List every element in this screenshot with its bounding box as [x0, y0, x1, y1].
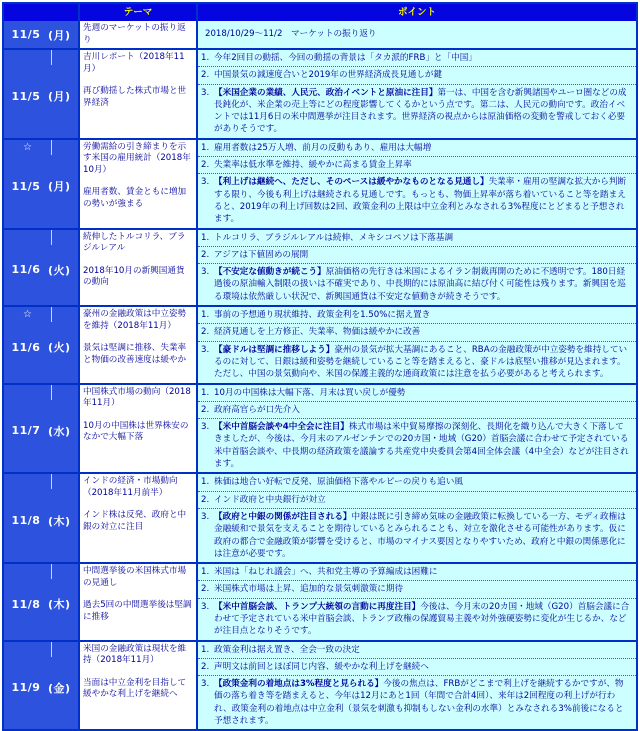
point-number: 1.	[201, 232, 210, 243]
point-text: 雇用者数は25万人増、前月の反動もあり、雇用は大幅増	[214, 142, 432, 153]
weekday-value: (月)	[47, 90, 71, 104]
theme-cell	[78, 564, 196, 639]
weekday-value: (月)	[47, 180, 71, 194]
date-value: 11/8	[11, 597, 41, 611]
date-cell	[4, 50, 78, 138]
point-number: 3.	[201, 87, 210, 98]
star-slot	[4, 642, 52, 657]
theme-text: 2018年10月の新興国通貨の動向	[83, 265, 185, 288]
date-label	[4, 65, 78, 138]
point-text: 第一は、中国を含む新興諸国やユーロ圏などの成長鈍化が、米企業の売上等にどの程度影響してくるかという点です。第二は、人民元の動向です。政治イベントでは11月6日の米中間選挙が注目されます。世界経済の視点からは原油価格の変動を警戒しておく必要がありそうです。	[214, 87, 627, 135]
point-number: 1.	[201, 477, 210, 488]
theme-cell	[78, 230, 196, 305]
point-text: 中銀は既に引き締め気味の金融政策に転換している一方、モディ政権は金融緩和で景気を支えることを期待しているとみられることも、対立を激化させる可能性があります。仮に政府の都合で金融政策が影響を受けると、市場のマイナス要因となりやすいため、政府と中銀の関係悪化には注意が必要です。	[214, 511, 626, 559]
point-number: 2.	[201, 584, 210, 595]
point-text: 豪州の景気が拡大基調にあること、RBAの金融政策が中立姿勢を維持しているのに対して、日銀は緩和姿勢を継続していること等を踏まえると、豪ドルは底堅い推移が見込まれます。ただし、中国の景気動向や、米国の保護主義的な通商政策には注意を払う必要があると考えられます。	[214, 344, 628, 380]
point-item	[198, 140, 636, 156]
date-cell	[4, 564, 78, 639]
point-number: 3.	[201, 177, 210, 188]
point-number: 3.	[201, 422, 210, 433]
weekday-value: (水)	[47, 424, 71, 438]
theme-text: 労働需給の引き締まりを示す米国の雇用統計（2018年10月）	[83, 141, 191, 175]
point-text: インド政府と中央銀行が対立	[214, 494, 326, 505]
date-label	[4, 579, 78, 639]
point-text: 今後の焦点は、FRBがどこまで利上げを継続するかですが、物価の落ち着き等を踏まえると、今年は12月にあと1回（年間で合計4回）、来年は2回程度の利上げが行われ、政策金利の着地点は中立金利（景気を刺激も抑制もしない金利の水準）とみなされる3%前後になると予想されます。	[214, 679, 624, 727]
theme-text: 当面は中立金利を目指して緩やかな利上げを継続へ	[83, 677, 187, 700]
date-cell	[4, 642, 78, 730]
point-number: 2.	[201, 70, 210, 81]
point-number: 2.	[201, 160, 210, 171]
theme-cell	[78, 307, 196, 382]
point-item	[198, 323, 636, 340]
theme-text: インド株は反発、政府と中銀の対立に注目	[83, 510, 187, 532]
point-item	[198, 50, 636, 66]
header-points-cell: ポイント	[196, 4, 636, 21]
date-cell	[4, 474, 78, 562]
theme-cell	[78, 474, 196, 562]
theme-cell	[78, 21, 196, 48]
theme-cell	[78, 50, 196, 138]
point-text: 2018/10/29～11/2 マーケットの振り返り	[205, 29, 377, 40]
table-header-row	[4, 4, 636, 21]
point-number: 1.	[201, 53, 210, 63]
date-cell	[4, 307, 78, 382]
table-row	[4, 228, 636, 305]
date-label	[4, 21, 78, 48]
points-cell	[196, 642, 636, 730]
point-headline: 【政策金利の着地点は3%程度と見られる】	[214, 679, 384, 690]
weekday-value: (火)	[47, 263, 71, 277]
points-cell	[196, 140, 636, 228]
point-text: 失業率・雇用の堅調な拡大から判断する限り、今後も利上げは継続される見通しです。もっとも、物価上昇率が落ち着いていること等を踏まえると、2019年の利上げ回数は2回、政策金利の上限は中立金利とみなされる3%程度にとどまると予想されます。	[214, 177, 627, 225]
point-text: 政策金利は据え置き、全会一致の決定	[214, 644, 360, 655]
point-number: 1.	[201, 310, 210, 321]
theme-text: 続伸したトルコリラ、ブラジルレアル	[83, 231, 186, 254]
date-cell-subdivider	[4, 642, 78, 657]
points-cell	[196, 21, 636, 48]
date-cell-subdivider	[4, 230, 78, 245]
theme-text: 先週のマーケットの振り返り	[83, 23, 186, 45]
point-text: アジアは下値固めの展開	[214, 249, 309, 260]
theme-cell	[78, 385, 196, 473]
table-row	[4, 472, 636, 562]
point-text: 米国株式市場は上昇、追加的な景気刺激策に期待	[214, 584, 404, 595]
header-date-cell	[4, 4, 78, 21]
point-number: 2.	[201, 661, 210, 672]
point-item	[198, 401, 636, 418]
date-value: 11/6	[11, 263, 41, 277]
point-item	[198, 246, 636, 263]
date-cell-subdivider	[4, 385, 78, 400]
point-item	[198, 418, 636, 472]
date-cell	[4, 230, 78, 305]
star-icon: ☆	[4, 307, 52, 322]
theme-text: 豪州の金融政策は中立姿勢を維持（2018年11月）	[83, 309, 187, 331]
point-text: 米国は「ねじれ議会」へ、共和党主導の予算編成は困難に	[214, 567, 438, 578]
point-text: 声明文は前回とほぼ同じ内容、緩やかな利上げを継続へ	[214, 661, 429, 672]
date-value: 11/5	[11, 179, 41, 193]
date-value: 11/7	[11, 424, 41, 438]
weekday-value: (木)	[47, 598, 71, 612]
point-item	[198, 385, 636, 401]
points-cell	[196, 307, 636, 382]
point-text: 政府高官らが口先介入	[214, 404, 300, 415]
date-cell-subdivider	[4, 564, 78, 579]
table-row	[4, 562, 636, 639]
theme-text: 雇用者数、賃金ともに増加の勢いが強まる	[83, 187, 187, 209]
point-text: 事前の予想通り現状維持、政策金利を1.50%に据え置き	[214, 310, 431, 321]
point-text: 原油価格の先行きは米国によるイラン制裁再開のために不透明です。180日経過後の原油輸入制限の扱いは不確実であり、中長期的には原油高に結び付く可能性は残ります。新興国を巡る環境は依然厳しい状況で、新興国通貨は不安定な値動きが続きそうです。	[214, 267, 626, 302]
point-headline: 【利上げは継続へ、ただし、そのペースは緩やかなものとなる見通し】	[214, 177, 489, 188]
date-cell-subdivider	[4, 474, 78, 489]
header-theme-cell: テーマ	[78, 4, 196, 21]
point-number: 3.	[201, 601, 210, 612]
point-number: 2.	[201, 249, 210, 260]
theme-text: 景気は堅調に推移、失業率と物価の改善速度は緩やか	[83, 343, 187, 365]
theme-text: 10月の中国株は世界株安のなかで大幅下落	[83, 420, 189, 443]
point-item	[198, 491, 636, 508]
point-item	[198, 675, 636, 729]
point-item	[198, 508, 636, 562]
table-row	[4, 138, 636, 228]
theme-text: 中国株式市場の動向（2018年11月）	[83, 386, 191, 409]
points-cell	[196, 564, 636, 639]
point-text: 株式市場は米中貿易摩擦の深刻化、長期化を織り込んで大きく下落してきましたが、今後は、今月末のアルゼンチンでの20カ国・地域（G20）首脳会議に合わせて予定されている米中首脳会談や、中長期の経済政策を議論する共産党中央委員会第4回全体会議（4中全会）などが注目されます。	[214, 422, 629, 470]
date-cell-subdivider	[4, 50, 78, 65]
point-item	[198, 263, 636, 305]
theme-cell	[78, 140, 196, 228]
table-row	[4, 21, 636, 48]
date-value: 11/5	[11, 89, 41, 103]
point-number: 1.	[201, 644, 210, 655]
theme-text: 中間選挙後の米国株式市場の見通し	[83, 566, 187, 588]
theme-text: 再び動揺した株式市場と世界経済	[83, 86, 187, 108]
point-headline: 【不安定な値動きが続こう】	[214, 267, 326, 278]
theme-text: 米国の金融政策は現状を維持（2018年11月）	[83, 643, 187, 666]
point-item	[198, 658, 636, 675]
point-number: 1.	[201, 567, 210, 578]
theme-cell	[78, 642, 196, 730]
weekday-value: (月)	[47, 28, 71, 42]
point-item	[198, 580, 636, 597]
point-headline: 【政府と中銀の関係が注目される】	[214, 511, 352, 522]
point-headline: 【米中首脳会談、トランプ大統領の言動に再度注目】	[214, 601, 421, 612]
date-value: 11/8	[11, 514, 41, 528]
star-slot	[4, 564, 52, 579]
point-number: 3.	[201, 679, 210, 690]
star-slot	[4, 50, 52, 65]
point-item	[198, 26, 636, 42]
points-cell	[196, 50, 636, 138]
date-label	[4, 245, 78, 305]
date-cell-subdivider	[4, 307, 78, 322]
point-item	[198, 84, 636, 138]
table-row	[4, 48, 636, 138]
point-item	[198, 307, 636, 323]
point-item	[198, 474, 636, 490]
point-text: 10月の中国株は大幅下落、月末は買い戻しが優勢	[214, 387, 406, 398]
date-cell	[4, 21, 78, 48]
points-cell	[196, 385, 636, 473]
point-item	[198, 564, 636, 580]
point-item	[198, 66, 636, 83]
date-label	[4, 155, 78, 228]
theme-text: インドの経済・市場動向（2018年11月前半）	[83, 476, 178, 498]
point-item	[198, 642, 636, 658]
point-number: 1.	[201, 387, 210, 398]
theme-text: 過去5回の中間選挙後は堅調に推移	[83, 600, 192, 622]
point-text: 今年2回目の動揺、今回の動揺の背景は「タカ派的FRB」と「中国」	[214, 53, 477, 63]
table-row	[4, 305, 636, 382]
table-body	[4, 21, 636, 729]
theme-text: 吉川レポート（2018年11月）	[83, 52, 185, 74]
weekday-value: (木)	[47, 514, 71, 528]
points-cell	[196, 474, 636, 562]
point-number: 3.	[201, 511, 210, 522]
star-icon: ☆	[4, 140, 52, 155]
date-label	[4, 400, 78, 473]
point-item	[198, 230, 636, 246]
point-item	[198, 598, 636, 640]
market-weekly-table	[2, 2, 638, 731]
point-text: 今後は、今月末の20カ国・地域（G20）首脳会議に合わせて予定されている米中首脳会談、トランプ政権の保護貿易主義や対外強硬姿勢に変化が生じるか、などが注目点となりそうです。	[214, 601, 630, 637]
date-label	[4, 322, 78, 382]
points-cell	[196, 230, 636, 305]
table-row	[4, 383, 636, 473]
date-label	[4, 657, 78, 730]
point-text: 株価は地合い好転で反発、原油価格下落やルピーの戻りも追い風	[214, 477, 463, 488]
date-label	[4, 489, 78, 562]
date-cell	[4, 140, 78, 228]
point-item	[198, 341, 636, 383]
star-slot	[4, 474, 52, 489]
point-number: 2.	[201, 494, 210, 505]
point-item	[198, 173, 636, 227]
date-value: 11/5	[11, 28, 41, 41]
date-value: 11/6	[11, 340, 41, 354]
point-headline: 【米国企業の業績、人民元、政治イベントと原油に注目】	[214, 87, 438, 98]
star-slot	[4, 230, 52, 245]
table-row	[4, 640, 636, 730]
point-text: トルコリラ、ブラジルレアルは続伸、メキシコペソは下落基調	[214, 232, 454, 243]
point-number: 2.	[201, 404, 210, 415]
point-text: 失業率は低水準を維持、緩やかに高まる賃金上昇率	[214, 160, 412, 171]
point-text: 中国景気の減速度合いと2019年の世界経済成長見通しが鍵	[214, 70, 443, 81]
date-cell	[4, 385, 78, 473]
point-headline: 【米中首脳会談や4中全会に注目】	[214, 422, 349, 433]
point-number: 1.	[201, 142, 210, 153]
date-value: 11/9	[11, 681, 41, 695]
point-headline: 【豪ドルは堅調に推移しよう】	[214, 344, 335, 355]
date-cell-subdivider	[4, 140, 78, 155]
point-text: 経済見通しを上方修正、失業率、物価は緩やかに改善	[214, 327, 421, 338]
point-number: 3.	[201, 344, 210, 355]
weekday-value: (火)	[47, 341, 71, 355]
point-number: 2.	[201, 327, 210, 338]
weekday-value: (金)	[47, 681, 71, 695]
point-item	[198, 156, 636, 173]
star-slot	[4, 385, 52, 400]
point-number: 3.	[201, 267, 210, 278]
